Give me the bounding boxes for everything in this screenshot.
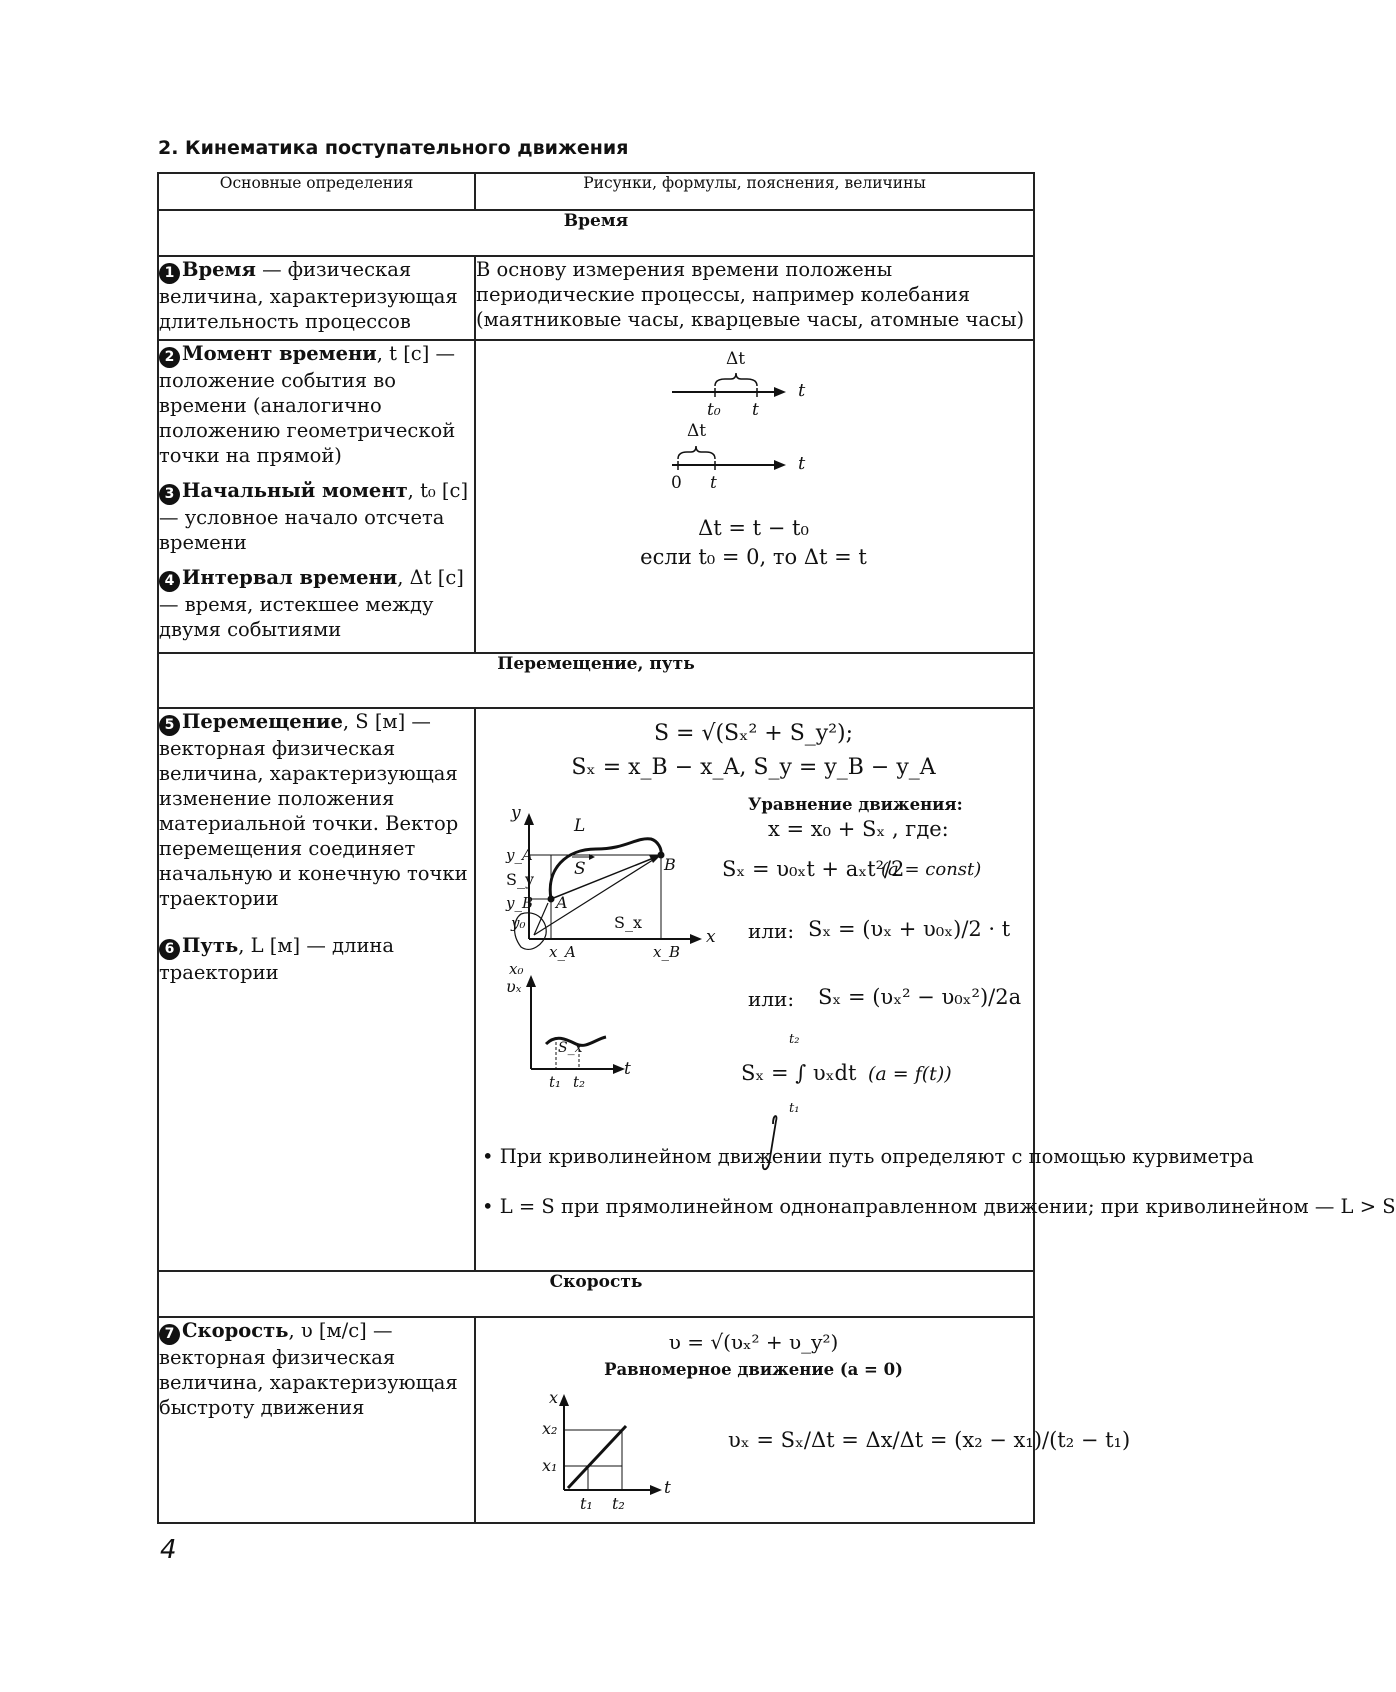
section-velocity: Скорость	[158, 1271, 1034, 1317]
term: Скорость	[182, 1319, 289, 1342]
sx-formula-velocity-squares: Sₓ = (υₓ² − υ₀ₓ²)/2a	[818, 985, 1022, 1009]
t-tick-label: t	[710, 473, 717, 493]
term: Начальный момент	[182, 479, 408, 502]
y-axis-label: y	[511, 803, 521, 823]
time-axis-figures	[475, 340, 1034, 653]
definition-moment	[159, 341, 474, 468]
definition-interval	[159, 565, 474, 642]
definition-time	[158, 256, 475, 340]
t-axis-label: t	[664, 1478, 671, 1498]
Sx-area-label: S_x	[558, 1040, 583, 1056]
number-badge: 7	[159, 1324, 180, 1345]
integral-upper-limit: t₂	[789, 1032, 800, 1047]
term: Момент времени	[182, 342, 377, 365]
t0-tick-label: t₀	[707, 400, 721, 420]
s-magnitude-formula: S = √(Sₓ² + S_y²);	[653, 721, 854, 746]
zero-tick-label: 0	[671, 473, 682, 493]
term: Интервал времени	[182, 566, 398, 589]
t-tick-label: t	[752, 400, 759, 420]
x-axis-label: x	[549, 1388, 559, 1407]
t-axis-label: t	[798, 380, 806, 401]
uniform-motion-title: Равномерное движение (a = 0)	[604, 1360, 903, 1379]
number-badge: 3	[159, 484, 180, 505]
const-accel-note: (a = const)	[881, 859, 982, 880]
column-header-definitions: Основные определения	[158, 173, 475, 210]
S-vector-label: S	[574, 859, 586, 879]
number-badge: 6	[159, 939, 180, 960]
Sx-label: S_x	[614, 913, 642, 932]
curvimeter-note: • При криволинейном движении путь определяют с помощью курвиметра	[482, 1145, 1254, 1168]
delta-t-label: Δt	[687, 421, 707, 441]
integral-lower-limit: t₁	[789, 1101, 800, 1116]
s-components-formula: Sₓ = x_B − x_A, S_y = y_B − y_A	[571, 755, 936, 780]
t2-tick-label: t₂	[573, 1073, 586, 1091]
sx-formula-const-accel: Sₓ = υ₀ₓt + aₓt²/2	[722, 857, 905, 881]
xB-label: x_B	[653, 943, 680, 961]
term: Путь	[182, 934, 239, 957]
interval-zero-formula: если t₀ = 0, то Δt = t	[640, 545, 867, 569]
t1-tick-label: t₁	[549, 1073, 562, 1091]
interval-formula: Δt = t − t₀	[698, 516, 809, 540]
definition-initial-moment	[159, 478, 474, 555]
vx-axis-label: υₓ	[506, 977, 522, 996]
definition-path	[159, 933, 474, 985]
path-equals-displacement-note: • L = S при прямолинейном однонаправленном движении; при криволинейном — L > S	[482, 1195, 1396, 1218]
point-B-label: B	[664, 855, 676, 874]
yB-label: y_B	[506, 894, 533, 912]
vx-formula: υₓ = Sₓ/Δt = Δx/Δt = (x₂ − x₁)/(t₂ − t₁)	[728, 1428, 1131, 1452]
term: Перемещение	[182, 710, 343, 733]
definition-text: , S [м] — векторная физическая величина, характеризующая изменение положения материальной точки. Вектор перемещения соединяет начальную и конечную точки траектории	[159, 710, 468, 910]
trajectory-length-label: L	[574, 816, 586, 836]
number-badge: 4	[159, 571, 180, 592]
yA-label: y_A	[506, 846, 533, 864]
definition-displacement	[159, 709, 474, 911]
definition-text: , Δt [с] — время, истекшее между двумя событиями	[159, 566, 464, 641]
definition-text: , L [м] — длина траектории	[159, 934, 395, 984]
t2-tick-label: t₂	[612, 1494, 625, 1513]
page-title: 2. Кинематика поступательного движения	[158, 137, 629, 159]
motion-equation: x = x₀ + Sₓ , где:	[768, 817, 949, 841]
variable-accel-note: (a = f(t))	[868, 1063, 952, 1085]
Sy-label: S_y	[506, 870, 534, 889]
time-measurement-note: В основу измерения времени положены периодические процессы, например колебания (маятниковые часы, кварцевые часы, атомные часы)	[475, 256, 1034, 340]
or-label: или:	[748, 987, 795, 1011]
definition-text: — физическая величина, характеризующая длительность процессов	[159, 258, 458, 333]
number-badge: 5	[159, 715, 180, 736]
xA-label: x_A	[549, 943, 576, 961]
velocity-figures	[475, 1317, 1131, 1523]
or-label: или:	[748, 919, 795, 943]
delta-t-label: Δt	[726, 349, 746, 369]
point-A-label: A	[556, 893, 568, 912]
sx-formula-integral: Sₓ = ∫ υₓdt	[741, 1061, 857, 1085]
position-time-graph	[476, 1318, 1031, 1522]
term: Время	[182, 258, 256, 281]
t-axis-label: t	[624, 1059, 631, 1079]
motion-equation-title: Уравнение движения:	[748, 795, 963, 814]
t1-tick-label: t₁	[580, 1494, 593, 1513]
displacement-figures	[475, 708, 1396, 1271]
number-badge: 1	[159, 263, 180, 284]
sx-formula-avg-velocity: Sₓ = (υₓ + υ₀ₓ)/2 · t	[808, 917, 1011, 941]
page-number: 4	[160, 1535, 177, 1565]
definitions-displacement	[158, 708, 475, 1271]
number-badge: 2	[159, 347, 180, 368]
definition-text: , t₀ [с] — условное начало отсчета времени	[159, 479, 469, 554]
x-axis-label: x	[706, 927, 716, 947]
y0-label: y₀	[511, 914, 526, 932]
x2-label: x₂	[542, 1419, 558, 1438]
section-time: Время	[158, 210, 1034, 256]
kinematics-table	[157, 172, 1396, 1524]
t-axis-label: t	[798, 453, 806, 474]
x0-label: x₀	[509, 960, 524, 978]
column-header-figures: Рисунки, формулы, пояснения, величины	[475, 173, 1034, 210]
definition-text: , t [с] — положение события во времени (аналогично положению геометрической точки на прямой)	[159, 342, 456, 467]
definitions-moments	[158, 340, 475, 653]
section-displacement: Перемещение, путь	[158, 653, 1034, 708]
definition-text: , υ [м/с] — векторная физическая величина, характеризующая быстроту движения	[159, 1319, 458, 1419]
definition-velocity	[158, 1317, 475, 1523]
x1-label: x₁	[542, 1456, 558, 1475]
v-magnitude-formula: υ = √(υₓ² + υ_y²)	[668, 1330, 839, 1354]
